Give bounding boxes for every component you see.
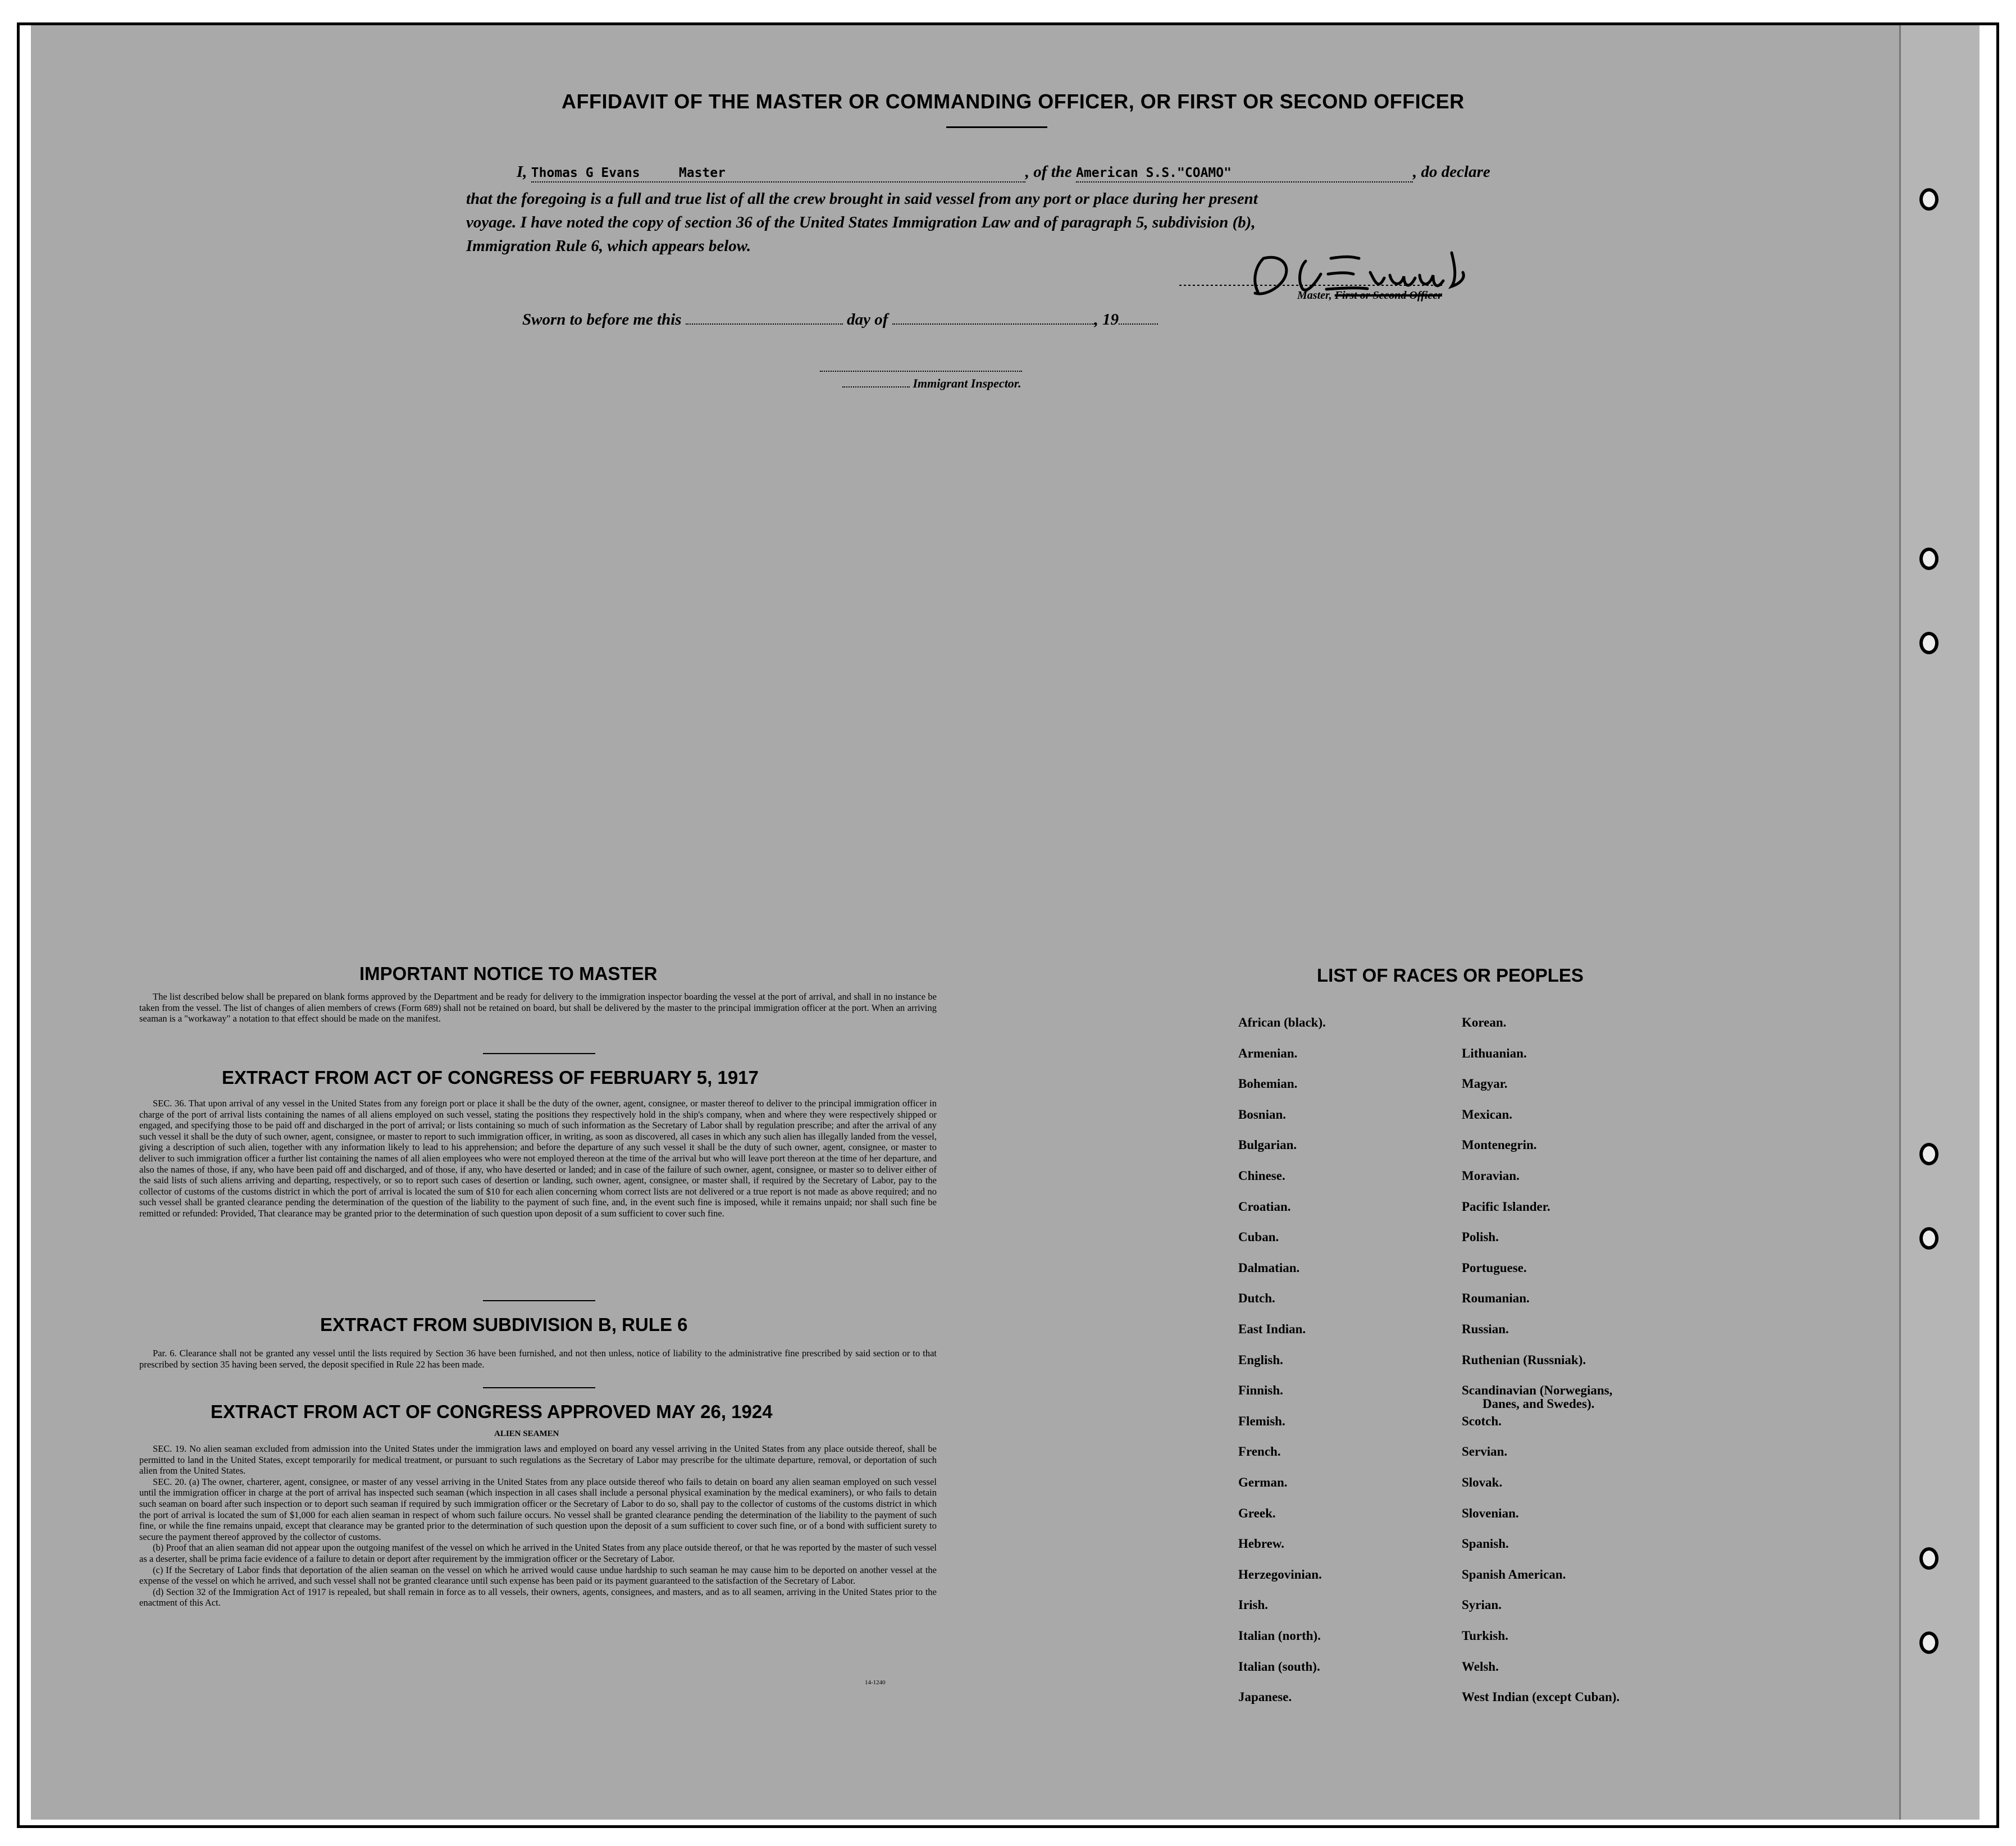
declaration-line-1: I, Thomas G Evans Master , of the American S.S."COAMO" , do declare — [517, 163, 1490, 183]
race-item: German. — [1238, 1475, 1288, 1489]
divider — [483, 1387, 595, 1388]
race-item: Turkish. — [1462, 1629, 1508, 1643]
section-20a: SEC. 20. (a) The owner, charterer, agent, consignee, or master of any vessel arriving in the United States from any place outside thereof who fails to detain on board any alien seaman employed on such vessel until the immigration officer in charge at the port of arrival has inspected such seaman (which inspection in all cases shall include a personal physical examination by the medical examiners), or who fails to detain such seaman on board after such inspection or to deport such seaman if required by such immigration officer or the Secretary of Labor to do so, shall pay to the collector of customs of the customs district in which the port of arrival is located the sum of $1,000 for each alien seaman in respect of whom such failure occurs. No vessel shall be granted clearance pending the determination of the liability to the payment of such fine, or while the fine remains unpaid, except that clearance may be granted prior to the determination of such question upon the deposit of a sum sufficient to cover such fine, or of a bond with sufficient surety to secure the payment thereof approved by the collector of customs. — [139, 1476, 937, 1542]
race-item: Mexican. — [1462, 1107, 1513, 1122]
binder-hole — [1919, 548, 1939, 570]
race-item: Dalmatian. — [1238, 1260, 1300, 1275]
extract-rule6-title: EXTRACT FROM SUBDIVISION B, RULE 6 — [320, 1314, 688, 1335]
section-20c: (c) If the Secretary of Labor finds that deportation of the alien seaman on the vessel on which he arrived would cause undue hardship to such seaman he may cause him to be deported on another vessel at the expense of the vessel on which he arrived, and such vessel shall not be granted clearance until such expense has been paid or its payment guaranteed to the satisfaction of the Secretary of Labor. — [139, 1564, 937, 1587]
race-item: English. — [1238, 1352, 1283, 1367]
race-item: Greek. — [1238, 1506, 1276, 1520]
inspector-signature-line — [820, 371, 1022, 372]
race-item: Bohemian. — [1238, 1077, 1298, 1091]
declaration-line-2: that the foregoing is a full and true list of all the crew brought in said vessel from any port or place during her present — [466, 190, 1258, 208]
divider — [483, 1300, 595, 1301]
race-item: Scotch. — [1462, 1414, 1502, 1428]
binder-hole — [1919, 188, 1939, 211]
notice-text: The list described below shall be prepared on blank forms approved by the Department and be ready for delivery to the immigration inspector boarding the vessel at the port of arrival, and shall in no instance be taken from the vessel. The list of changes of alien members of crews (Form 689) shall not be retained on board, but shall be delivered by the master to the principal immigration officer at the port. When an arriving seaman is a "workaway" a notation to that effect should be made on the manifest. — [139, 991, 937, 1024]
divider — [483, 1053, 595, 1054]
race-item: Flemish. — [1238, 1414, 1285, 1428]
race-item: Herzegovinian. — [1238, 1567, 1322, 1581]
extract-1924-subtitle: ALIEN SEAMEN — [494, 1429, 559, 1438]
race-item: Korean. — [1462, 1015, 1507, 1029]
race-item: Croatian. — [1238, 1199, 1291, 1214]
affidavit-title: AFFIDAVIT OF THE MASTER OR COMMANDING OFFICER, OR FIRST OR SECOND OFFICER — [562, 90, 1465, 113]
notice-title: IMPORTANT NOTICE TO MASTER — [359, 963, 658, 984]
race-item: West Indian (except Cuban). — [1462, 1690, 1620, 1704]
extract-rule6-text: Par. 6. Clearance shall not be granted any vessel until the lists required by Section 36 have been furnished, and not then unless, notice of liability to the administrative fine prescribed by said section or to that prescribed by section 35 having been served, the deposit specified in Rule 22 has been made. — [139, 1348, 937, 1370]
race-item: Servian. — [1462, 1444, 1508, 1459]
race-item: Polish. — [1462, 1230, 1499, 1245]
binder-hole — [1919, 1227, 1939, 1250]
race-item: Hebrew. — [1238, 1537, 1284, 1551]
race-item: Syrian. — [1462, 1598, 1502, 1612]
race-item: Moravian. — [1462, 1169, 1520, 1183]
declaration-line-3: voyage. I have noted the copy of section 36 of the United States Immigration Law and of paragraph 5, subdivision (b), — [466, 213, 1256, 231]
race-item: Bulgarian. — [1238, 1138, 1297, 1152]
master-name: Thomas G Evans Master — [531, 166, 726, 180]
section-19: SEC. 19. No alien seaman excluded from admission into the United States under the immigration laws and employed on board any vessel arriving in the United States from any place outside thereof, shall be permitted to land in the United States, except temporarily for medical treatment, or pursuant to such regulations as the Secretary of Labor may prescribe for the ultimate departure, removal, or deportation of such alien from the United States. — [139, 1443, 937, 1476]
race-item: Pacific Islander. — [1462, 1199, 1550, 1214]
extract-1917-title: EXTRACT FROM ACT OF CONGRESS OF FEBRUARY 5, 1917 — [222, 1067, 759, 1088]
race-item: Italian (north). — [1238, 1629, 1321, 1643]
inspector-label: Immigrant Inspector. — [842, 376, 1021, 391]
binder-hole — [1919, 1547, 1939, 1570]
form-number: 14-1240 — [865, 1679, 886, 1686]
race-item: Spanish American. — [1462, 1567, 1566, 1581]
race-item: Japanese. — [1238, 1690, 1292, 1704]
race-item: Slovak. — [1462, 1475, 1503, 1489]
race-item: Dutch. — [1238, 1291, 1275, 1306]
section-20d: (d) Section 32 of the Immigration Act of 1917 is repealed, but shall remain in force as to all vessels, their owners, agents, consignees, and masters, and as to all seamen, arriving in the United States prior to the enactment of this Act. — [139, 1586, 937, 1608]
vessel-name: American S.S."COAMO" — [1076, 166, 1232, 180]
race-item: French. — [1238, 1444, 1281, 1459]
title-divider — [946, 126, 1047, 128]
race-item: Cuban. — [1238, 1230, 1279, 1245]
extract-1917-text: SEC. 36. That upon arrival of any vessel in the United States from any foreign port or place it shall be the duty of the owner, agent, consignee, or master thereof to deliver to the principal immigration officer in charge of the port of arrival lists containing the names of all aliens employed on such vessel, stating the positions they respectively hold in the ship's company, when and where they were respectively shipped or engaged, and specifying those to be paid off and discharged in the port of arrival; or lists containing so much of such information as the Secretary of Labor shall by regulation prescribe; and after the arrival of any such vessel it shall be the duty of such owner, agent, consignee, or master to report to such immigration officer, in writing, as soon as discovered, all cases in which any such alien has illegally landed from the vessel, giving a description of such alien, together with any information likely to lead to his apprehension; and before the departure of any such vessel it shall be the duty of such owner, agent, consignee, or master to deliver to such immigration officer a further list containing the names of all alien employees who were not employed thereon at the time of the arrival but who will leave port thereon at the time of her departure, and also the names of those, if any, who have been paid off and discharged, and of those, if any, who have deserted or landed; and in case of the failure of such owner, agent, consignee, or master so to deliver either of the said lists of such aliens arriving and departing, respectively, or so to report such cases of desertion or landing, such owner, agent, consignee, or master shall, if required by the Secretary of Labor, pay to the collector of customs of the customs district in which the port of arrival is located the sum of $10 for each alien concerning whom correct lists are not delivered or a true report is not made as above required; and no such vessel shall be granted clearance pending the determination of the question of the liability to the payment of such fine, and, in the event such fine is imposed, while it remains unpaid; nor shall such fine be remitted or refunded: Provided, That clearance may be granted prior to the determination of such question upon deposit of a sum sufficient to cover such fine. — [139, 1098, 937, 1219]
extract-1924-title: EXTRACT FROM ACT OF CONGRESS APPROVED MAY 26, 1924 — [211, 1401, 773, 1422]
race-item: Portuguese. — [1462, 1260, 1527, 1275]
race-item: Finnish. — [1238, 1383, 1283, 1398]
binder-hole — [1919, 1143, 1939, 1165]
race-item: Irish. — [1238, 1598, 1269, 1612]
race-item: Chinese. — [1238, 1169, 1285, 1183]
race-item: Montenegrin. — [1462, 1138, 1537, 1152]
declaration-line-4: Immigration Rule 6, which appears below. — [466, 237, 751, 255]
race-item: Ruthenian (Russniak). — [1462, 1352, 1586, 1367]
section-20b: (b) Proof that an alien seaman did not appear upon the outgoing manifest of the vessel on which he arrived in the United States from any place outside thereof, or that he was reported by the master of such vessel as a deserter, shall be prima facie evidence of a failure to detain or deport after requirement by the immigration officer or the Secretary of Labor. — [139, 1542, 937, 1564]
race-item: Italian (south). — [1238, 1659, 1320, 1674]
race-item: Armenian. — [1238, 1046, 1298, 1060]
race-item: Russian. — [1462, 1322, 1509, 1336]
race-item: East Indian. — [1238, 1322, 1306, 1336]
binder-hole — [1919, 1631, 1939, 1654]
race-item: Scandinavian (Norwegians, — [1462, 1383, 1613, 1398]
struck-officer-title: First or Second Officer — [1334, 289, 1442, 302]
race-item: Magyar. — [1462, 1077, 1508, 1091]
race-item-continuation: Danes, and Swedes). — [1483, 1397, 1595, 1411]
race-item: Welsh. — [1462, 1659, 1499, 1674]
binding-strip — [1899, 25, 1979, 1820]
race-item: Spanish. — [1462, 1537, 1509, 1551]
sworn-line: Sworn to before me this day of , 19 — [522, 311, 1158, 329]
race-item: Slovenian. — [1462, 1506, 1519, 1520]
race-item: Roumanian. — [1462, 1291, 1530, 1306]
race-item: Lithuanian. — [1462, 1046, 1527, 1060]
binder-hole — [1919, 632, 1939, 654]
races-title: LIST OF RACES OR PEOPLES — [1317, 965, 1584, 986]
signature-caption: Master, First or Second Officer — [1297, 289, 1442, 302]
race-item: Bosnian. — [1238, 1107, 1287, 1122]
race-item: African (black). — [1238, 1015, 1326, 1029]
extract-1924-text — [139, 1443, 937, 1608]
